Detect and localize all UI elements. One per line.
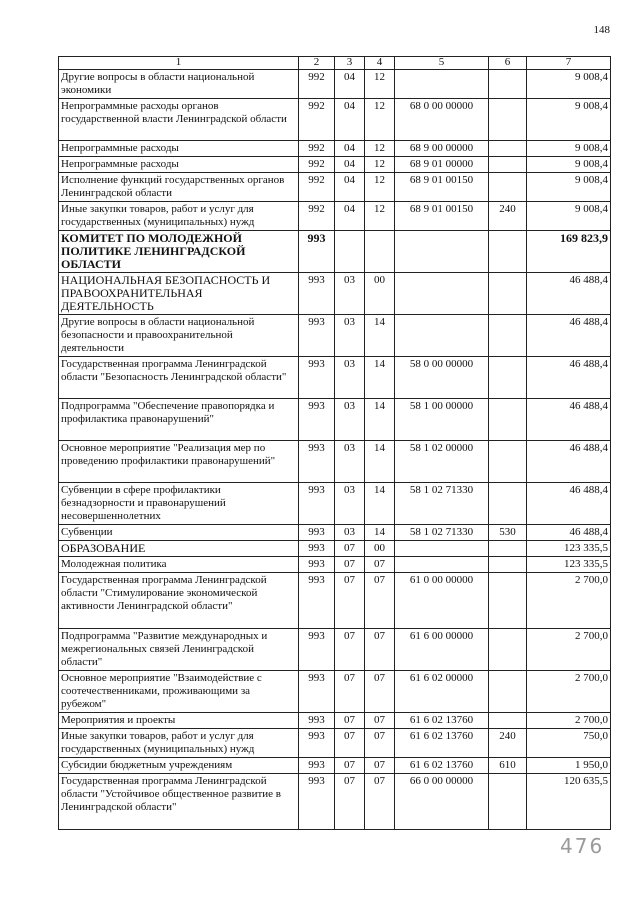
subsection-code-cell: 14 <box>365 357 395 399</box>
section-code-cell: 07 <box>335 671 365 713</box>
header-cell: 3 <box>335 57 365 70</box>
row-name-cell: Непрограммные расходы органов государственной власти Ленинградской области <box>59 99 299 141</box>
expense-type-cell: 240 <box>489 729 527 758</box>
amount-cell: 169 823,9 <box>527 231 611 273</box>
section-code-cell: 07 <box>335 629 365 671</box>
admin-code-cell: 993 <box>299 573 335 629</box>
row-name-cell: Исполнение функций государственных органов Ленинградской области <box>59 173 299 202</box>
row-name-cell: Непрограммные расходы <box>59 141 299 157</box>
table-body <box>59 70 611 830</box>
target-article-cell: 61 6 02 13760 <box>395 729 489 758</box>
subsection-code-cell: 12 <box>365 141 395 157</box>
row-name-cell: Государственная программа Ленинградской области "Безопасность Ленинградской области" <box>59 357 299 399</box>
admin-code-cell: 993 <box>299 399 335 441</box>
subsection-code-cell <box>365 231 395 273</box>
section-code-cell: 04 <box>335 173 365 202</box>
expense-type-cell: 530 <box>489 525 527 541</box>
section-code-cell: 07 <box>335 573 365 629</box>
section-code-cell: 07 <box>335 729 365 758</box>
row-name-cell: Другие вопросы в области национальной экономики <box>59 70 299 99</box>
table-row <box>59 99 611 141</box>
subsection-code-cell: 00 <box>365 541 395 557</box>
expense-type-cell <box>489 141 527 157</box>
admin-code-cell: 993 <box>299 541 335 557</box>
table-row <box>59 758 611 774</box>
archive-stamp-number: 476 <box>560 834 605 858</box>
table-row <box>59 141 611 157</box>
target-article-cell: 61 6 02 13760 <box>395 713 489 729</box>
section-code-cell: 07 <box>335 541 365 557</box>
expense-type-cell: 610 <box>489 758 527 774</box>
row-name-cell: Государственная программа Ленинградской области "Устойчивое общественное развитие в Ленинградской области" <box>59 774 299 830</box>
target-article-cell <box>395 315 489 357</box>
amount-cell: 9 008,4 <box>527 141 611 157</box>
target-article-cell <box>395 70 489 99</box>
admin-code-cell: 993 <box>299 774 335 830</box>
table-row <box>59 557 611 573</box>
admin-code-cell: 993 <box>299 441 335 483</box>
table-row <box>59 483 611 525</box>
amount-cell: 9 008,4 <box>527 157 611 173</box>
target-article-cell: 68 9 00 00000 <box>395 141 489 157</box>
subsection-code-cell: 07 <box>365 573 395 629</box>
expense-type-cell <box>489 483 527 525</box>
section-code-cell <box>335 231 365 273</box>
target-article-cell: 68 9 01 00000 <box>395 157 489 173</box>
expense-type-cell <box>489 441 527 483</box>
target-article-cell: 61 0 00 00000 <box>395 573 489 629</box>
admin-code-cell: 993 <box>299 729 335 758</box>
section-code-cell: 04 <box>335 202 365 231</box>
section-code-cell: 07 <box>335 713 365 729</box>
row-name-cell: Непрограммные расходы <box>59 157 299 173</box>
table-row <box>59 357 611 399</box>
target-article-cell: 61 6 02 13760 <box>395 758 489 774</box>
subsection-code-cell: 07 <box>365 671 395 713</box>
section-code-cell: 07 <box>335 774 365 830</box>
subsection-code-cell: 07 <box>365 629 395 671</box>
amount-cell: 46 488,4 <box>527 525 611 541</box>
admin-code-cell: 993 <box>299 357 335 399</box>
target-article-cell: 61 6 00 00000 <box>395 629 489 671</box>
table-row <box>59 399 611 441</box>
amount-cell: 9 008,4 <box>527 202 611 231</box>
section-code-cell: 03 <box>335 315 365 357</box>
admin-code-cell: 992 <box>299 70 335 99</box>
amount-cell: 123 335,5 <box>527 541 611 557</box>
admin-code-cell: 992 <box>299 202 335 231</box>
subsection-code-cell: 07 <box>365 557 395 573</box>
amount-cell: 2 700,0 <box>527 629 611 671</box>
expense-type-cell <box>489 315 527 357</box>
expense-type-cell <box>489 70 527 99</box>
amount-cell: 1 950,0 <box>527 758 611 774</box>
table-row <box>59 273 611 315</box>
section-code-cell: 07 <box>335 758 365 774</box>
subsection-code-cell: 12 <box>365 70 395 99</box>
table-row <box>59 774 611 830</box>
expense-type-cell <box>489 399 527 441</box>
amount-cell: 9 008,4 <box>527 173 611 202</box>
expense-type-cell <box>489 157 527 173</box>
admin-code-cell: 993 <box>299 713 335 729</box>
target-article-cell: 66 0 00 00000 <box>395 774 489 830</box>
expense-type-cell <box>489 99 527 141</box>
row-name-cell: ОБРАЗОВАНИЕ <box>59 541 299 557</box>
table-row <box>59 525 611 541</box>
subsection-code-cell: 07 <box>365 729 395 758</box>
section-code-cell: 04 <box>335 141 365 157</box>
amount-cell: 2 700,0 <box>527 713 611 729</box>
row-name-cell: Мероприятия и проекты <box>59 713 299 729</box>
amount-cell: 46 488,4 <box>527 273 611 315</box>
subsection-code-cell: 14 <box>365 315 395 357</box>
amount-cell: 46 488,4 <box>527 315 611 357</box>
expense-type-cell <box>489 573 527 629</box>
header-cell: 2 <box>299 57 335 70</box>
row-name-cell: КОМИТЕТ ПО МОЛОДЕЖНОЙ ПОЛИТИКЕ ЛЕНИНГРАДСКОЙ ОБЛАСТИ <box>59 231 299 273</box>
row-name-cell: Подпрограмма "Обеспечение правопорядка и профилактика правонарушений" <box>59 399 299 441</box>
admin-code-cell: 993 <box>299 557 335 573</box>
header-cell: 4 <box>365 57 395 70</box>
target-article-cell: 68 9 01 00150 <box>395 202 489 231</box>
row-name-cell: Молодежная политика <box>59 557 299 573</box>
amount-cell: 46 488,4 <box>527 399 611 441</box>
amount-cell: 750,0 <box>527 729 611 758</box>
section-code-cell: 03 <box>335 273 365 315</box>
admin-code-cell: 993 <box>299 231 335 273</box>
admin-code-cell: 992 <box>299 173 335 202</box>
header-row <box>59 57 611 70</box>
table-row <box>59 541 611 557</box>
expense-type-cell <box>489 774 527 830</box>
target-article-cell <box>395 557 489 573</box>
amount-cell: 2 700,0 <box>527 573 611 629</box>
amount-cell: 9 008,4 <box>527 99 611 141</box>
admin-code-cell: 993 <box>299 273 335 315</box>
target-article-cell: 58 1 00 00000 <box>395 399 489 441</box>
table-row <box>59 202 611 231</box>
admin-code-cell: 993 <box>299 483 335 525</box>
row-name-cell: Основное мероприятие "Реализация мер по проведению профилактики правонарушений" <box>59 441 299 483</box>
header-cell: 1 <box>59 57 299 70</box>
admin-code-cell: 993 <box>299 315 335 357</box>
subsection-code-cell: 12 <box>365 157 395 173</box>
amount-cell: 46 488,4 <box>527 441 611 483</box>
amount-cell: 46 488,4 <box>527 483 611 525</box>
subsection-code-cell: 07 <box>365 774 395 830</box>
admin-code-cell: 993 <box>299 671 335 713</box>
subsection-code-cell: 00 <box>365 273 395 315</box>
section-code-cell: 03 <box>335 357 365 399</box>
section-code-cell: 07 <box>335 557 365 573</box>
target-article-cell <box>395 541 489 557</box>
expense-type-cell <box>489 671 527 713</box>
expense-type-cell <box>489 173 527 202</box>
budget-table <box>58 56 611 830</box>
subsection-code-cell: 14 <box>365 483 395 525</box>
admin-code-cell: 992 <box>299 99 335 141</box>
admin-code-cell: 992 <box>299 157 335 173</box>
header-cell: 7 <box>527 57 611 70</box>
row-name-cell: Государственная программа Ленинградской области "Стимулирование экономической активности Ленинградской области" <box>59 573 299 629</box>
target-article-cell: 58 1 02 71330 <box>395 525 489 541</box>
table-row <box>59 729 611 758</box>
table-row <box>59 70 611 99</box>
admin-code-cell: 993 <box>299 758 335 774</box>
target-article-cell: 58 0 00 00000 <box>395 357 489 399</box>
section-code-cell: 03 <box>335 525 365 541</box>
row-name-cell: Иные закупки товаров, работ и услуг для государственных (муниципальных) нужд <box>59 202 299 231</box>
target-article-cell: 58 1 02 00000 <box>395 441 489 483</box>
table-row <box>59 157 611 173</box>
table-row <box>59 671 611 713</box>
subsection-code-cell: 12 <box>365 99 395 141</box>
admin-code-cell: 993 <box>299 525 335 541</box>
page-number: 148 <box>593 24 610 36</box>
row-name-cell: Субсидии бюджетным учреждениям <box>59 758 299 774</box>
subsection-code-cell: 14 <box>365 399 395 441</box>
table-row <box>59 441 611 483</box>
section-code-cell: 04 <box>335 70 365 99</box>
header-cell: 5 <box>395 57 489 70</box>
expense-type-cell <box>489 231 527 273</box>
target-article-cell <box>395 273 489 315</box>
expense-type-cell <box>489 629 527 671</box>
table-row <box>59 713 611 729</box>
target-article-cell: 68 0 00 00000 <box>395 99 489 141</box>
expense-type-cell <box>489 541 527 557</box>
admin-code-cell: 993 <box>299 629 335 671</box>
section-code-cell: 03 <box>335 399 365 441</box>
section-code-cell: 03 <box>335 441 365 483</box>
section-code-cell: 04 <box>335 157 365 173</box>
table-row <box>59 573 611 629</box>
subsection-code-cell: 07 <box>365 713 395 729</box>
expense-type-cell <box>489 273 527 315</box>
row-name-cell: Субвенции <box>59 525 299 541</box>
amount-cell: 9 008,4 <box>527 70 611 99</box>
section-code-cell: 04 <box>335 99 365 141</box>
subsection-code-cell: 14 <box>365 441 395 483</box>
row-name-cell: Основное мероприятие "Взаимодействие с соотечественниками, проживающими за рубежом" <box>59 671 299 713</box>
row-name-cell: Другие вопросы в области национальной безопасности и правоохранительной деятельности <box>59 315 299 357</box>
subsection-code-cell: 12 <box>365 173 395 202</box>
amount-cell: 123 335,5 <box>527 557 611 573</box>
table-row <box>59 231 611 273</box>
subsection-code-cell: 14 <box>365 525 395 541</box>
row-name-cell: Субвенции в сфере профилактики безнадзорности и правонарушений несовершеннолетних <box>59 483 299 525</box>
row-name-cell: НАЦИОНАЛЬНАЯ БЕЗОПАСНОСТЬ И ПРАВООХРАНИТЕЛЬНАЯ ДЕЯТЕЛЬНОСТЬ <box>59 273 299 315</box>
admin-code-cell: 992 <box>299 141 335 157</box>
target-article-cell: 68 9 01 00150 <box>395 173 489 202</box>
subsection-code-cell: 07 <box>365 758 395 774</box>
table-row <box>59 629 611 671</box>
target-article-cell: 58 1 02 71330 <box>395 483 489 525</box>
amount-cell: 46 488,4 <box>527 357 611 399</box>
target-article-cell: 61 6 02 00000 <box>395 671 489 713</box>
expense-type-cell <box>489 357 527 399</box>
subsection-code-cell: 12 <box>365 202 395 231</box>
table-row <box>59 173 611 202</box>
row-name-cell: Подпрограмма "Развитие международных и межрегиональных связей Ленинградской области" <box>59 629 299 671</box>
header-cell: 6 <box>489 57 527 70</box>
amount-cell: 120 635,5 <box>527 774 611 830</box>
table-row <box>59 315 611 357</box>
amount-cell: 2 700,0 <box>527 671 611 713</box>
section-code-cell: 03 <box>335 483 365 525</box>
expense-type-cell <box>489 557 527 573</box>
row-name-cell: Иные закупки товаров, работ и услуг для государственных (муниципальных) нужд <box>59 729 299 758</box>
target-article-cell <box>395 231 489 273</box>
expense-type-cell: 240 <box>489 202 527 231</box>
expense-type-cell <box>489 713 527 729</box>
